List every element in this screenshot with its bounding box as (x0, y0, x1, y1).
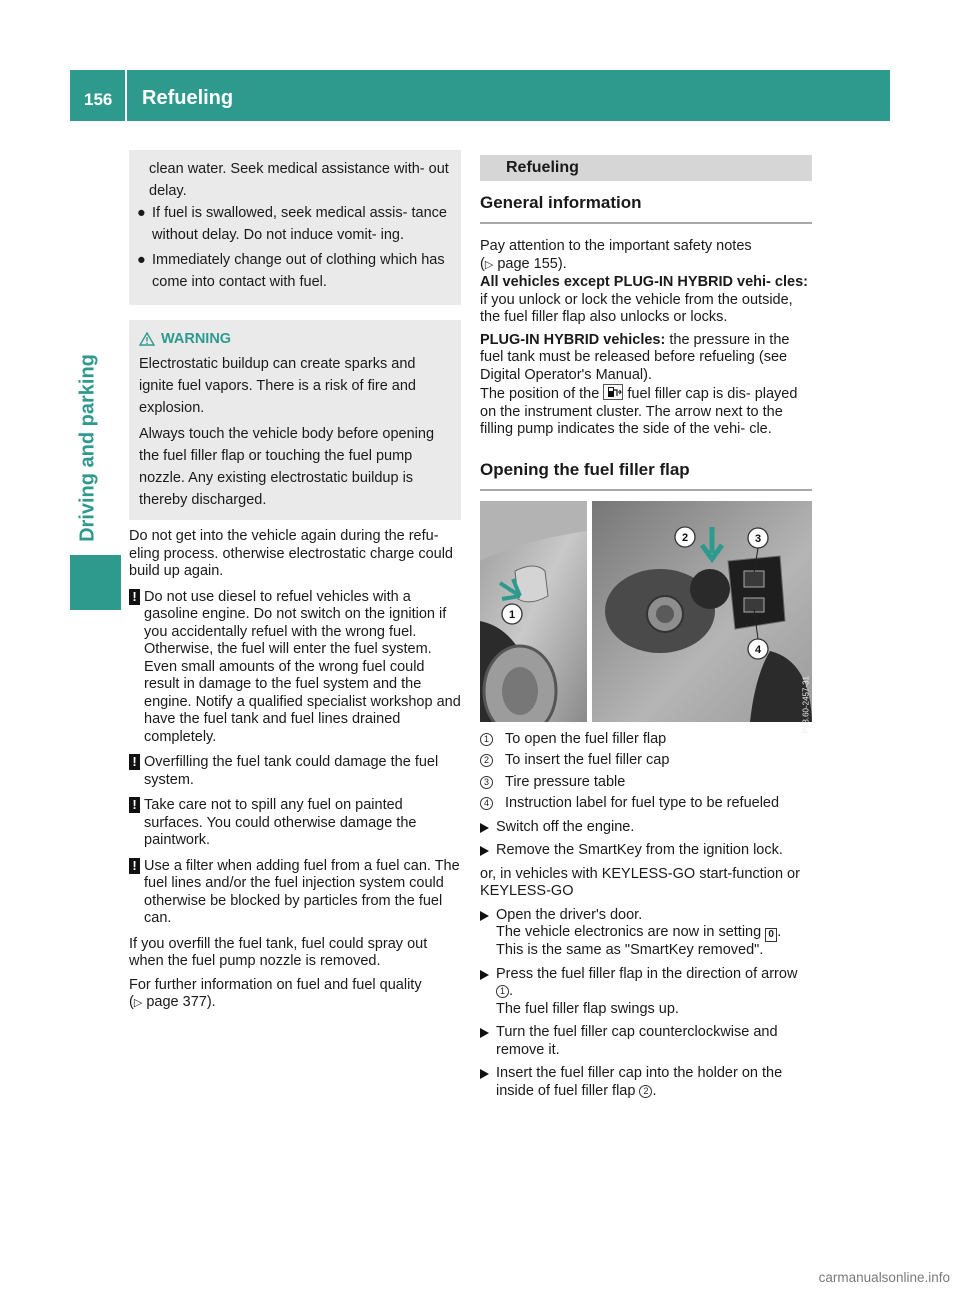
sidebar-marker (70, 555, 121, 610)
page-reference-link[interactable]: page 155). (497, 255, 567, 272)
fuel-filler-flap-figure (480, 501, 812, 733)
header-divider (125, 70, 127, 121)
instruction-step: Insert the fuel filler cap into the holder on the inside of fuel filler flap 2 . (480, 1065, 812, 1100)
paragraph: All vehicles except PLUG-IN HYBRID vehi- cles: if you unlock or lock the vehicle from the outside, the fuel filler flap also unlocks or locks. (480, 274, 808, 325)
svg-text:4: 4 (754, 643, 762, 656)
svg-text:1: 1 (508, 608, 516, 621)
ignition-position-key: 0 (765, 928, 777, 942)
paragraph: or, in vehicles with KEYLESS-GO start-function or KEYLESS-GO (480, 865, 800, 899)
instruction-step: Switch off the engine. (480, 819, 812, 837)
callout-number: 2 (639, 1085, 652, 1098)
heading-general-information: General information (480, 193, 642, 212)
legend-item: 1 To open the fuel filler flap (480, 729, 812, 751)
instruction-step: Remove the SmartKey from the ignition lock. (480, 842, 812, 860)
paragraph: If you overfill the fuel tank, fuel could spray out when the fuel pump nozzle is removed. (129, 935, 428, 969)
caution-icon: ! (129, 858, 140, 874)
step-arrow-icon (480, 970, 489, 980)
callout-number: 2 (480, 754, 493, 767)
figure-legend (480, 729, 812, 815)
fuel-pump-icon (603, 384, 623, 400)
warning-box (129, 320, 461, 520)
section-band: Refueling (480, 155, 812, 181)
note-item: ! Do not use diesel to refuel vehicles with a gasoline engine. Do not switch on the ignition if you accidentally refuel with the wrong fuel. Otherwise, the fuel will enter the fuel system. Even small amounts of the wrong fuel could result in damage to the fuel system and the engine. Notify a qualified specialist workshop and have the fuel tank and fuel lines drained completely. (129, 589, 461, 747)
callout-number: 4 (480, 797, 493, 810)
instruction-step: Turn the fuel filler cap counterclockwise and remove it. (480, 1024, 812, 1059)
page-number: 156 (84, 90, 113, 109)
note-item: ! Use a filter when adding fuel from a fuel can. The fuel lines and/or the fuel injection system could otherwise be blocked by particles from the fuel can. (129, 858, 461, 928)
heading-rule (480, 222, 812, 224)
legend-item: 3 Tire pressure table (480, 772, 812, 794)
paragraph: PLUG-IN HYBRID vehicles: the pressure in the fuel tank must be released before refueling (see Digital Operator's Manual). (480, 331, 790, 383)
heading-opening-fuel-filler-flap: Opening the fuel filler flap (480, 459, 690, 479)
note-item: ! Overfilling the fuel tank could damage the fuel system. (129, 754, 461, 789)
heading-rule (480, 489, 812, 491)
caution-icon: ! (129, 754, 140, 770)
svg-text:3: 3 (754, 532, 762, 545)
section-sidebar-label: Driving and parking (76, 354, 99, 542)
paragraph: Pay attention to the important safety notes (▷ page 155). (480, 238, 752, 272)
step-arrow-icon (480, 1069, 489, 1079)
caution-icon: ! (129, 589, 140, 605)
legend-item: 2 To insert the fuel filler cap (480, 750, 812, 772)
legend-item: 4 Instruction label for fuel type to be refueled (480, 793, 812, 815)
page-reference-link[interactable]: page 377). (146, 994, 216, 1010)
step-arrow-icon (480, 911, 489, 921)
watermark: carmanualsonline.info (818, 1270, 950, 1285)
callout-number: 1 (480, 733, 493, 746)
paragraph: The position of the fuel filler cap is dis- played on the instrument cluster. The arrow next to the filling pump indicates the side of the vehi- cle. (480, 386, 798, 437)
safety-box (129, 150, 461, 305)
bullet-icon: ● (137, 252, 146, 268)
paragraph: For further information on fuel and fuel quality (▷ page 377). (129, 976, 422, 1010)
warning-heading: WARNING (139, 328, 451, 350)
box-intro: clean water. Seek medical assistance with- out delay. (149, 161, 449, 199)
instruction-step: Open the driver's door. The vehicle electronics are now in setting 0 . This is the same as "SmartKey removed". (480, 907, 812, 960)
step-arrow-icon (480, 1028, 489, 1038)
left-column (129, 150, 461, 1013)
caution-icon: ! (129, 797, 140, 813)
step-arrow-icon (480, 846, 489, 856)
paragraph: Do not get into the vehicle again during the refu- eling process. otherwise electrostatic charge could build up again. (129, 528, 453, 579)
svg-text:2: 2 (681, 531, 689, 544)
right-column (480, 155, 812, 1100)
bullet-icon: ● (137, 205, 146, 221)
instruction-step: Press the fuel filler flap in the direction of arrow 1 . The fuel filler flap swings up. (480, 966, 812, 1019)
callout-number: 3 (480, 776, 493, 789)
warning-triangle-icon (139, 332, 155, 346)
warning-text-1: Electrostatic buildup can create sparks and ignite fuel vapors. There is a risk of fire and explosion. (139, 356, 416, 416)
warning-text-2: Always touch the vehicle body before opening the fuel filler flap or touching the fuel pump nozzle. Any existing electrostatic buildup is thereby discharged. (139, 426, 435, 508)
page-ref-arrow-icon: ▷ (484, 258, 494, 271)
page-title: Refueling (142, 87, 234, 109)
page-header (70, 70, 890, 121)
note-item: ! Take care not to spill any fuel on painted surfaces. You could otherwise damage the paintwork. (129, 797, 461, 850)
page-ref-arrow-icon: ▷ (133, 997, 143, 1009)
step-arrow-icon (480, 823, 489, 833)
callout-number: 1 (496, 985, 509, 998)
list-item: ● If fuel is swallowed, seek medical assis- tance without delay. Do not induce vomit- ing. (137, 202, 451, 246)
figure-code: P68.60-2457-31 (801, 675, 810, 733)
list-item: ● Immediately change out of clothing which has come into contact with fuel. (137, 249, 451, 293)
fuel-flap-illustration (480, 501, 812, 722)
